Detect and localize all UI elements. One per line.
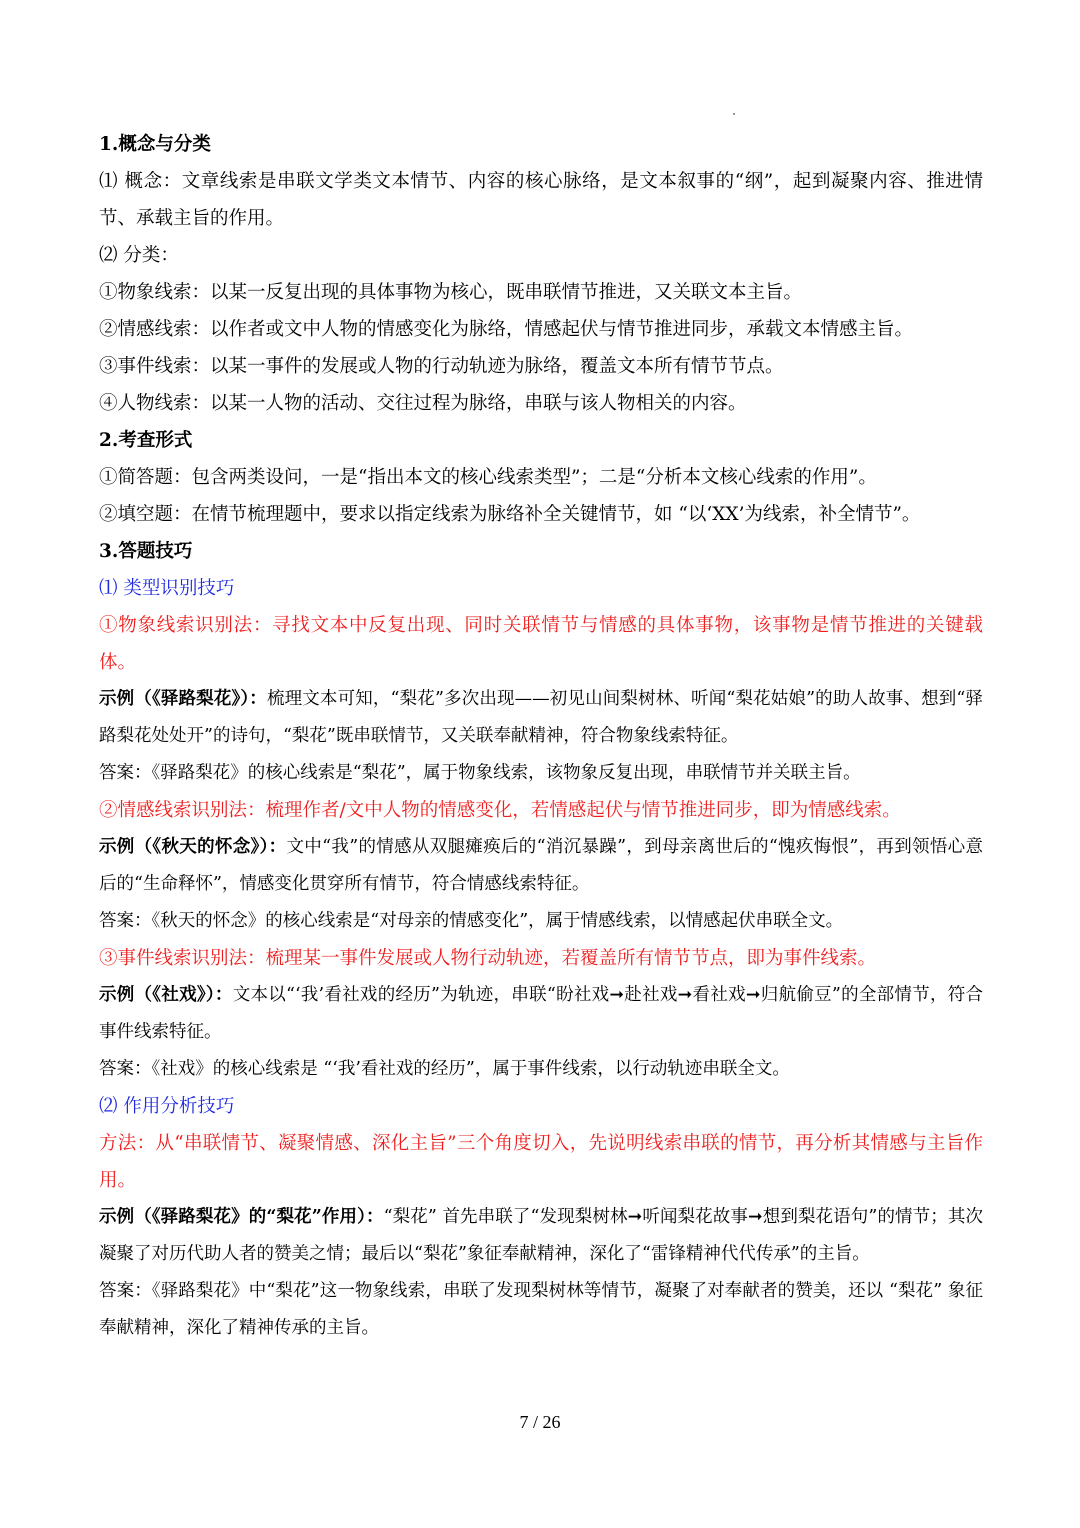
clue-type-person: ④人物线索：以某一人物的活动、交往过程为脉络，串联与该人物相关的内容。 — [99, 393, 747, 414]
subsection-function-analysis: ⑵ 作用分析技巧 — [99, 1096, 235, 1117]
method-function-analysis: 方法：从“串联情节、凝聚情感、深化主旨”三个角度切入，先说明线索串联的情节，再分析其情感与主旨作用。 — [99, 1133, 983, 1191]
clue-type-event: ③事件线索：以某一事件的发展或人物的行动轨迹为脉络，覆盖文本所有情节节点。 — [99, 356, 784, 377]
method-object-clue: ①物象线索识别法：寻找文本中反复出现、同时关联情节与情感的具体事物，该事物是情节推进的关键载体。 — [99, 615, 983, 673]
concept-paragraph: ⑴ 概念：文章线索是串联文学类文本情节、内容的核心脉络，是文本叙事的“纲”，起到凝聚内容、推进情节、承载主旨的作用。 — [99, 171, 983, 229]
answer-1: 答案：《驿路梨花》的核心线索是“梨花”，属于物象线索，该物象反复出现，串联情节并关联主旨。 — [99, 763, 861, 783]
subsection-type-identification: ⑴ 类型识别技巧 — [99, 578, 235, 599]
example-1-label: 示例（《驿路梨花》）： — [99, 689, 267, 709]
method-emotion-clue: ②情感线索识别法：梳理作者/文中人物的情感变化，若情感起伏与情节推进同步，即为情感线索。 — [99, 800, 901, 821]
answer-3: 答案：《社戏》的核心线索是 “‘我’看社戏的经历”，属于事件线索，以行动轨迹串联全文。 — [99, 1059, 790, 1079]
clue-type-emotion: ②情感线索：以作者或文中人物的情感变化为脉络，情感起伏与情节推进同步，承载文本情感主旨。 — [99, 319, 914, 340]
example-1-text: 梳理文本可知，“梨花”多次出现——初见山间梨树林、听闻“梨花姑娘”的助人故事、想到“驿路梨花处处开”的诗句，“梨花”既串联情节，又关联奉献精神，符合物象线索特征。 — [99, 689, 984, 746]
example-1 — [99, 681, 983, 755]
example-4 — [99, 1199, 983, 1273]
section-1-title: 1.概念与分类 — [99, 134, 211, 155]
clue-type-object: ①物象线索：以某一反复出现的具体事物为核心，既串联情节推进，又关联文本主旨。 — [99, 282, 803, 303]
section-3-title: 3.答题技巧 — [99, 541, 193, 562]
section-2-title: 2.考查形式 — [99, 430, 193, 451]
answer-2: 答案：《秋天的怀念》的核心线索是“对母亲的情感变化”，属于情感线索，以情感起伏串联全文。 — [99, 911, 844, 931]
example-2-text: 文中“我”的情感从双腿瘫痪后的“消沉暴躁”，到母亲离世后的“愧疚悔恨”，再到领悟心意后的“生命释怀”，情感变化贯穿所有情节，符合情感线索特征。 — [99, 837, 983, 894]
answer-4: 答案：《驿路梨花》中“梨花”这一物象线索，串联了发现梨树林等情节，凝聚了对奉献者的赞美，还以 “梨花” 象征奉献精神，深化了精神传承的主旨。 — [99, 1281, 983, 1338]
example-4-text: “梨花” 首先串联了“发现梨树林➞听闻梨花故事➞想到梨花语句”的情节；其次凝聚了对历代助人者的赞美之情；最后以“梨花”象征奉献精神，深化了“雷锋精神代代传承”的主旨。 — [99, 1207, 983, 1264]
example-3 — [99, 977, 983, 1051]
example-3-text: 文本以“‘我’看社戏的经历”为轨迹，串联“盼社戏➞赴社戏➞看社戏➞归航偷豆”的全部情节，符合事件线索特征。 — [99, 985, 983, 1042]
page-content — [99, 126, 983, 1347]
example-4-label: 示例（《驿路梨花》的“梨花”作用）： — [99, 1207, 384, 1227]
method-event-clue: ③事件线索识别法：梳理某一事件发展或人物行动轨迹，若覆盖所有情节节点，即为事件线索。 — [99, 948, 877, 969]
exam-form-fill-blank: ②填空题：在情节梳理题中，要求以指定线索为脉络补全关键情节，如 “以‘XX’为线索，补全情节”。 — [99, 504, 921, 525]
example-3-label: 示例（《社戏》）： — [99, 985, 233, 1005]
page-number: 7 / 26 — [519, 1412, 561, 1432]
exam-form-short-answer: ①简答题：包含两类设问，一是“指出本文的核心线索类型”；二是“分析本文核心线索的作用”。 — [99, 467, 877, 488]
example-2-label: 示例（《秋天的怀念》）： — [99, 837, 287, 857]
stray-dot — [733, 113, 735, 115]
classification-label: ⑵ 分类： — [99, 245, 179, 266]
example-2 — [99, 829, 983, 903]
